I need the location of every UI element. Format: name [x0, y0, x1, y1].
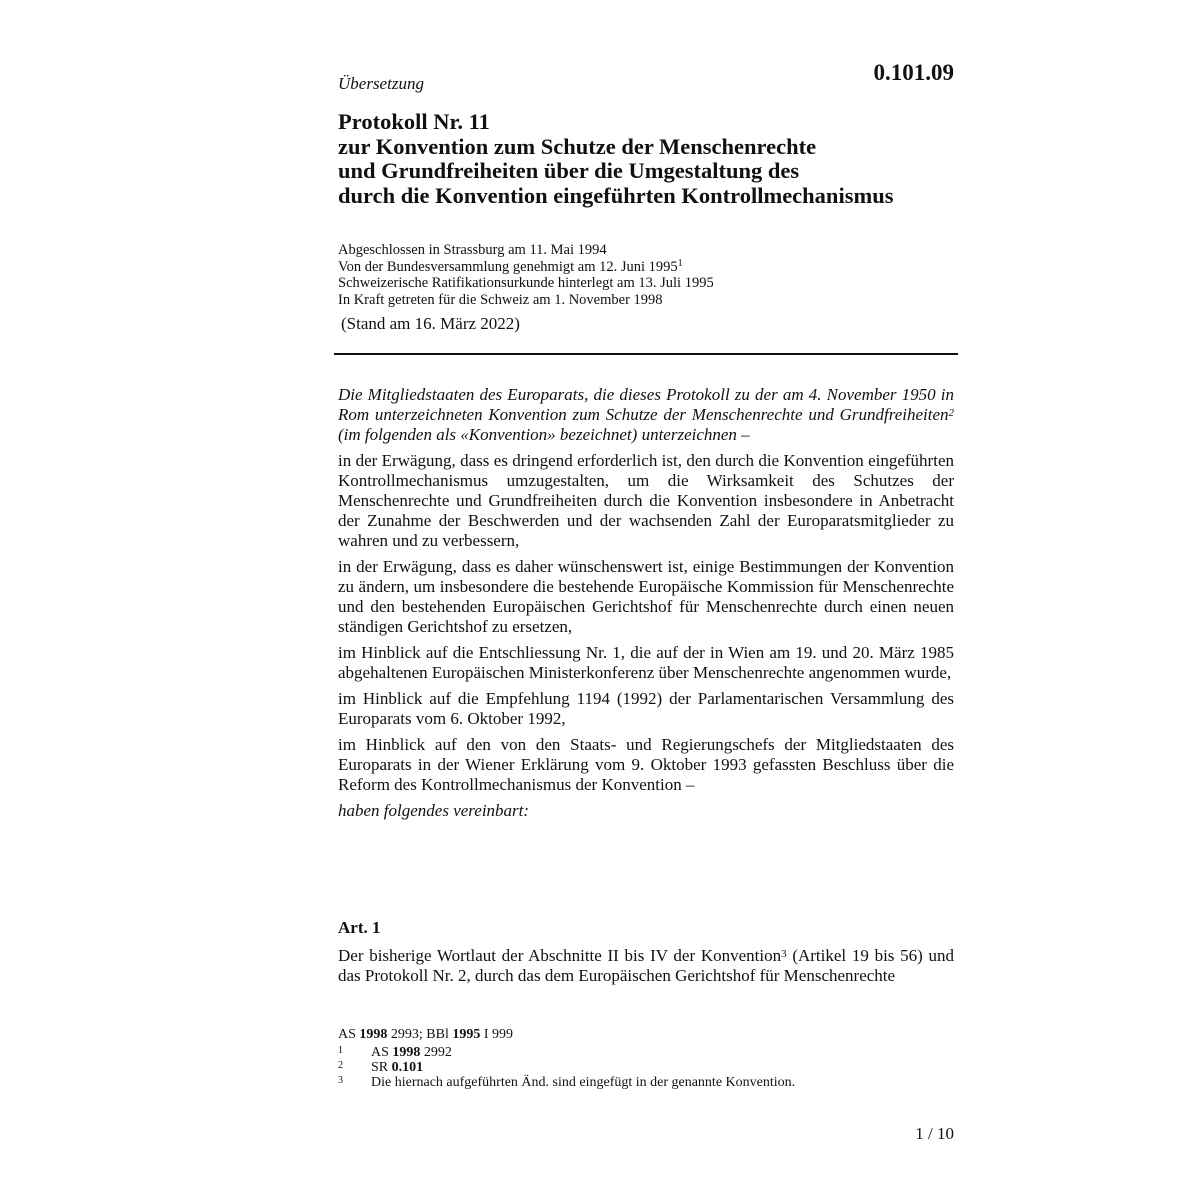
status-date: (Stand am 16. März 2022)	[341, 314, 520, 333]
in-force-date: In Kraft getreten für die Schweiz am 1. November 1998	[338, 291, 663, 308]
footnote-text: AS 1998 2992	[371, 1045, 452, 1060]
title-line: Protokoll Nr. 11	[338, 109, 490, 134]
article-heading: Art. 1	[338, 918, 381, 937]
footnote-item	[338, 1060, 958, 1075]
footnote-item	[338, 1045, 958, 1060]
footnote-number: 3	[338, 1075, 343, 1086]
document-title	[338, 110, 978, 208]
preamble-paragraph: in der Erwägung, dass es dringend erforderlich ist, den durch die Konvention eingeführten Kontrollmechanismus umzugestalten, um die Wirksamkeit des Schutzes der Menschenrechte und Grundfreiheiten durch die Konvention insbesondere in Anbetracht der Zunahme der Beschwerden und der wachsenden Zahl der Europaratsmitglieder zu wahren und zu verbessern,	[338, 451, 954, 550]
title-line: zur Konvention zum Schutze der Menschenrechte	[338, 133, 817, 159]
article-text	[338, 946, 954, 992]
preamble-intro: Die Mitgliedstaaten des Europarats, die dieses Protokoll zu der am 4. November 1950 in Rom unterzeichneten Konvention zum Schutze der Menschenrechte und Grundfreiheiten$^2$ (im folgenden als «Konvention» bezeichnet) unterzeichnen –	[338, 385, 954, 444]
ratified-date: Schweizerische Ratifikationsurkunde hinterlegt am 13. Juli 1995	[338, 275, 714, 291]
document-metadata	[338, 242, 714, 308]
page-number: 1 / 10	[915, 1124, 954, 1143]
preamble-paragraph: im Hinblick auf den von den Staats- und Regierungschefs der Mitgliedstaaten des Europarats in der Wiener Erklärung vom 9. Oktober 1993 gefassten Beschluss über die Reform des Kontrollmechanismus der Konvention –	[338, 735, 954, 794]
article-paragraph: Der bisherige Wortlaut der Abschnitte II bis IV der Konvention$^3$ (Artikel 19 bis 56) und das Protokoll Nr. 2, durch das dem Europäischen Gerichtshof für Menschenrechte	[338, 946, 954, 985]
footnotes	[338, 1027, 958, 1090]
approved-date: Von der Bundesversammlung genehmigt am 12. Juni 1995$^1$	[338, 257, 683, 275]
source-reference: AS 1998 2993; BBl 1995 I 999	[338, 1027, 514, 1042]
title-line: und Grundfreiheiten über die Umgestaltung des	[338, 158, 800, 183]
preamble	[338, 385, 954, 827]
footnote-ref[interactable]: 1	[677, 257, 683, 269]
preamble-paragraph: in der Erwägung, dass es daher wünschenswert ist, einige Bestimmungen der Konvention zu ändern, um insbesondere die bestehende Europäische Kommission für Menschenrechte und den bestehenden Europäischen Gerichtshof für Menschenrechte durch einen neuen ständigen Gerichtshof zu ersetzen,	[338, 557, 954, 636]
footnote-text: SR 0.101	[371, 1060, 424, 1075]
concluded-date: Abgeschlossen in Strassburg am 11. Mai 1994	[338, 242, 607, 258]
footnote-text: Die hiernach aufgeführten Änd. sind eingefügt in der genannte Konvention.	[371, 1075, 796, 1090]
footnote-ref[interactable]: 2	[948, 407, 954, 419]
footnote-ref[interactable]: 3	[781, 948, 787, 960]
footnote-number: 1	[338, 1045, 343, 1056]
sr-number: 0.101.09	[873, 60, 954, 85]
translation-label: Übersetzung	[338, 74, 424, 93]
header-divider	[334, 353, 958, 355]
footnote-item	[338, 1075, 958, 1090]
title-line: durch die Konvention eingeführten Kontrollmechanismus	[338, 182, 894, 208]
footnote-number: 2	[338, 1060, 343, 1071]
preamble-closing: haben folgendes vereinbart:	[338, 801, 530, 820]
preamble-paragraph: im Hinblick auf die Entschliessung Nr. 1, die auf der in Wien am 19. und 20. März 1985 abgehaltenen Europäischen Ministerkonferenz über Menschenrechte angenommen wurde,	[338, 643, 954, 682]
preamble-paragraph: im Hinblick auf die Empfehlung 1194 (1992) der Parlamentarischen Versammlung des Europarats vom 6. Oktober 1992,	[338, 689, 954, 728]
